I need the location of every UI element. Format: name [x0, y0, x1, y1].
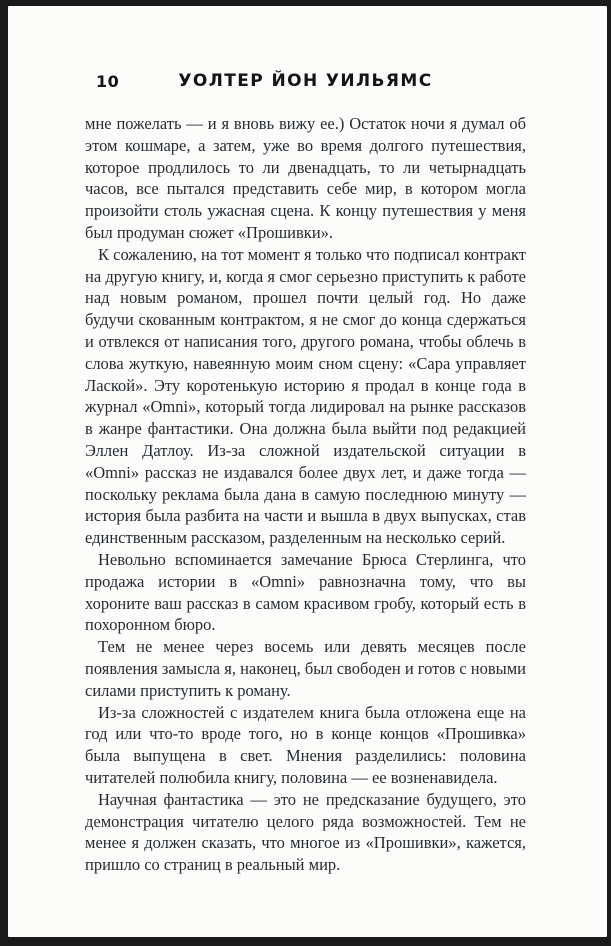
paragraph: Невольно вспоминается замечание Брюса Стерлинга, что продажа истории в «Omni» равнозначна тому, что вы хороните ваш рассказ в самом красивом гробу, который есть в похоронном бюро.: [85, 549, 526, 635]
book-page: [8, 6, 607, 937]
paragraph: К сожалению, на тот момент я только что подписал контракт на другую книгу, и, когда я смог серьезно приступить к работе над новым романом, прошел почти целый год. Но даже будучи скованным контрактом, я не смог до конца сдержаться и отвлекся от написания того, другого романа, чтобы облечь в слова жуткую, навеянную моим сном сцену: «Сара управляет Лаской». Эту коротенькую историю я продал в конце года в журнал «Omni», который тогда лидировал на рынке рассказов в жанре фантастики. Она должна была выйти под редакцией Эллен Датлоу. Из-за сложной издательской ситуации в «Omni» рассказ не издавался более двух лет, и даже тогда — поскольку реклама была дана в самую последнюю минуту — история была разбита на части и вышла в двух выпусках, став единственным рассказом, разделенным на несколько серий.: [85, 244, 526, 548]
running-header: УОЛТЕР ЙОН УИЛЬЯМС: [178, 71, 433, 91]
paragraph: Из-за сложностей с издателем книга была отложена еще на год или что-то вроде того, но в конце концов «Прошивка» была выпущена в свет. Мнения разделились: половина читателей полюбила книгу, половина — ее возненавидела.: [85, 702, 526, 787]
page-number: 10: [96, 72, 120, 91]
paragraph: Научная фантастика — это не предсказание будущего, это демонстрация читателю целого ряда возможностей. Тем не менее я должен сказать, что многое из «Прошивки», кажется, пришло со страниц в реальный мир.: [85, 789, 526, 875]
paragraph: Тем не менее через восемь или девять месяцев после появления замысла я, наконец, был свободен и готов с новыми силами приступить к роману.: [85, 637, 527, 700]
page-text-block: [85, 113, 526, 876]
paragraph: мне пожелать — и я вновь вижу ее.) Остаток ночи я думал об этом кошмаре, а затем, уже во время долгого путешествия, которое продлилось то ли двенадцать, то ли четырнадцать часов, все пытался представить себе мир, в котором могла произойти столь ужасная сцена. К концу путешествия у меня был продуман сюжет «Прошивки».: [85, 114, 526, 242]
